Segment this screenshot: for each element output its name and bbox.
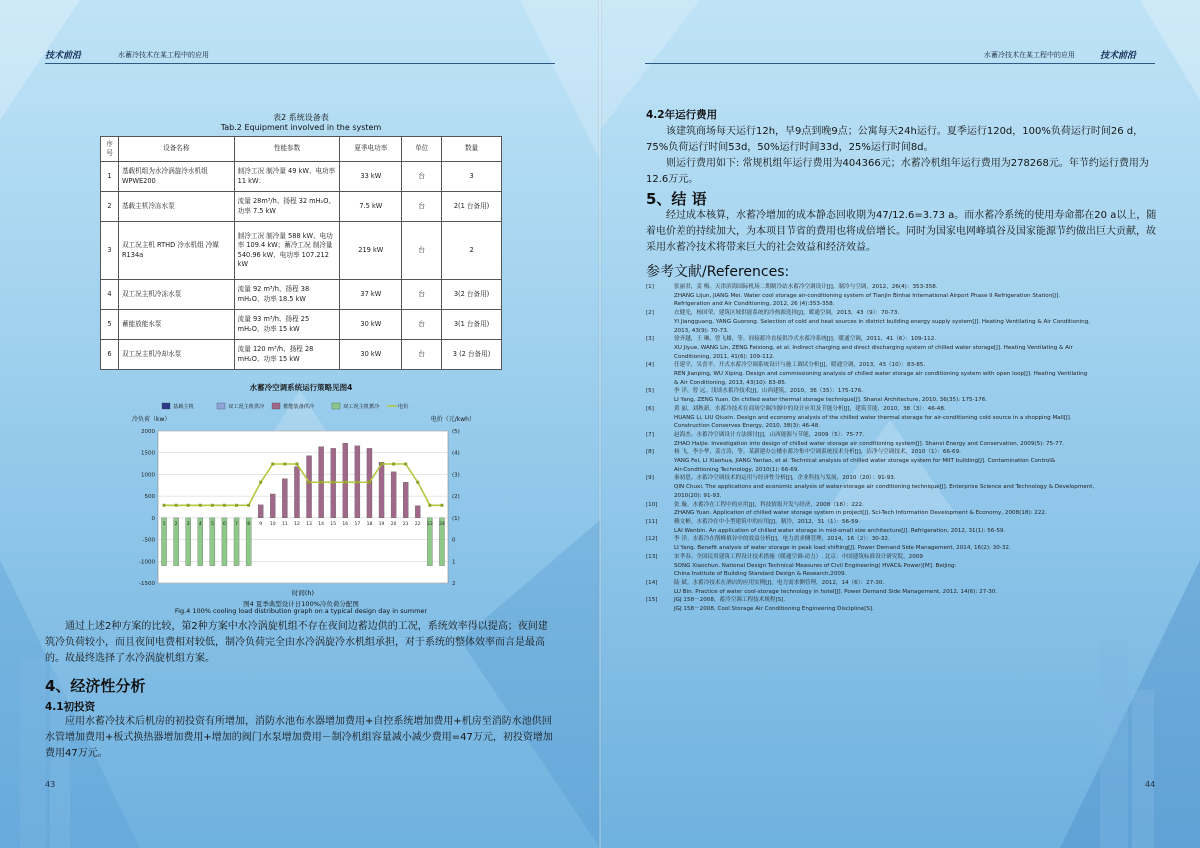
reference-number: [15] [646,597,658,604]
price-marker [211,504,214,507]
y-tick-label: -1000 [139,559,155,566]
reference-line: ZHAO Haijie. Investigation into design of chilled water storage air conditioning system[J]. Shanxi Energy and Conservation, 2009(5): 75-77. [674,440,1065,447]
table-row [101,280,502,310]
table-header: 序号 [101,137,119,162]
price-marker [404,463,407,466]
reference-line: Refrigeration and Air Conditioning, 2012, 26 (4):353-358. [674,301,835,308]
reference-line: Air-Conditioning Technology, 2010(1): 66-69. [674,466,800,473]
legend-label: 蓄能装备供冷 [283,404,315,410]
table-cell: 30 kW [340,310,402,340]
running-title: 水蓄冷技术在某工程中的应用 [984,51,1075,59]
table-header: 设备名称 [118,137,234,162]
x-axis-label: 时间(h) [291,589,315,597]
reference-item [646,579,1161,596]
x-tick-label: 10 [269,521,276,527]
x-tick-label: 21 [402,521,409,527]
price-marker [428,504,431,507]
y2-tick-label: (2) [452,494,460,501]
reference-line: 赖文彬。水蓄冷在中小型建筑中的应用[J]，制冷，2012，31（1）：56-59. [674,518,861,525]
reference-number: [3] [646,336,654,343]
reference-line: HUANG Li, LIU Qiuxin. Design and economy analysis of the chilled water thermal storage for air-conditioning cold source in a shopping Mall[J]. [674,414,1072,421]
x-tick-label: 1 [162,521,166,527]
table-cell: 4 [101,280,119,310]
reference-number: [5] [646,388,654,395]
legend-swatch [162,403,170,409]
table-cell: 流量 93 m³/h、扬程 25 mH₂O、功率 15 kW [234,310,340,340]
x-tick-label: 19 [378,521,385,527]
table-cell: 2(1 台备用) [442,192,502,222]
reference-line: 衣健光，杨国荣。建筑区域供能系统的冷热源选择[J]，暖通空调，2013，43（9）：70-73. [674,310,900,317]
table-cell: 台 [402,222,442,280]
bar [391,472,396,518]
reference-line: LI Yang. Benefit analysis of water storage in peak load shifting[J]. Power Demand Side Management, 2014, 16(2): 30-32. [674,545,1011,552]
table-cell: 33 kW [340,162,402,192]
table-row [101,162,502,192]
reference-number: [4] [646,362,654,369]
table-cell: 基载机组为水冷涡旋冷水机组 WPWE200 [118,162,234,192]
table-header: 数量 [442,137,502,162]
reference-line: China Institute of Building Standard Design & Research,2009. [674,571,847,578]
y2-tick-label: 2 [452,581,456,587]
x-tick-label: 14 [318,521,324,527]
legend-label: 双工况主机蓄冷 [343,404,380,410]
table-cell: 7.5 kW [340,192,402,222]
table-cell: 制冷工况 制冷量 49 kW、电功率 11 kW： [234,162,340,192]
journal-logo: 技术前沿 [45,51,82,61]
reference-line: LU Bin. Practice of water cool-storage technology in hotel[J]. Power Demand Side Management, 2012, 14(6): 27-30. [674,588,998,595]
y2-tick-label: (3) [452,472,460,479]
section-4-2-title: 4.2年运行费用 [646,109,718,121]
reference-item [646,283,1161,309]
y2-tick-label: 1 [452,559,456,566]
price-marker [199,504,202,507]
table-cell: 6 [101,340,119,370]
table-cell: 流量 120 m³/h、扬程 28 mH₂O、功率 15 kW [234,340,340,370]
table-caption-cn: 表2 系统设备表 [273,113,329,122]
reference-line: 黄 丽，刘秋新。水蓄冷技术在商场空调冷源中的设计应用及节能分析[J]，建筑节能，2010，38（3）：46-48. [674,405,946,412]
table-cell: 台 [402,280,442,310]
reference-number: [6] [646,405,654,412]
price-marker [271,463,274,466]
reference-line: 2010(20): 91-93. [674,492,722,499]
reference-line: 李 洋，曾 远。浅谈水蓄冷技术[J]，山西建筑，2010，36（35）：175-176. [674,388,864,395]
price-marker [259,481,262,484]
table-cell: 3 (2 台备用) [442,340,502,370]
reference-number: [1] [646,284,654,290]
x-tick-label: 22 [414,521,421,527]
reference-number: [8] [646,449,654,456]
price-marker [247,504,250,507]
x-tick-label: 23 [427,521,433,527]
reference-line: SONG Xiaochun. National Design Technical Measures of Civil Engineering( HVAC& Power)[M]. Beijing: [674,562,957,569]
figure-caption-en: Fig.4 100% cooling load distribution graph on a typical design day in summer [174,607,428,615]
legend-label: 电价 [398,404,409,410]
table-cell: 5 [101,310,119,340]
paragraph-operation-time: 该建筑商场每天运行12h，早9点到晚9点；公寓每天24h运行。夏季运行120d，100%负荷运行时间26 d，75%负荷运行时间53d，50%运行时间33d，25%运行时间8d。 [646,126,1144,153]
reference-line: XU Jiyue, WANG Lin, ZENG Feixiong, et al. Indirect charging and direct discharging system of chilled water storage[J]. Heating Ventilating & Air [674,344,1073,351]
table-cell: 蓄能放能水泵 [118,310,234,340]
price-marker [283,463,286,466]
bar [307,456,312,518]
section-4-title: 4、经济性分析 [45,677,146,695]
x-tick-label: 20 [390,521,397,527]
y2-tick-label: 0 [452,537,456,544]
reference-line: LAI Wenbin. An application of chilled water storage in mid-small size architecture[J]. Refrigeration, 2012, 31(1): 56-59. [674,527,1006,534]
reference-list [646,283,1161,614]
table-cell: 双工况主机冷却水泵 [118,340,234,370]
price-marker [187,504,190,507]
y-tick-label: 1500 [141,450,155,457]
reference-item [646,474,1161,500]
bar [343,443,348,518]
journal-logo: 技术前沿 [1100,51,1137,61]
reference-line: & Air Conditioning, 2013, 43(10): 83-85. [674,379,787,386]
x-tick-label: 2 [174,521,178,527]
table-header-row [101,137,502,162]
table-cell: 3(2 台备用) [442,280,502,310]
references-title: 参考文献/References: [646,264,790,280]
bar [415,506,420,518]
reference-line: ZHANG Lijun, JIANG Mei. Water cool storage air-conditioning system of Tianjin Binhai International Airport Phase II Refrigeration Station[J]. [674,292,1061,299]
price-marker [416,481,419,484]
x-tick-label: 18 [366,521,373,527]
y-tick-label: 500 [144,494,155,501]
reference-number: [10] [646,501,658,508]
price-marker [320,481,323,484]
table-cell: 制冷工况 制冷量 588 kW、电功率 109.4 kW；蓄冷工况 制冷量 540.96 kW、电功率 107.212 kW [234,222,340,280]
price-marker [332,481,335,484]
reference-line: 陆 斌。水蓄冷技术在酒店的应用实例[J]，电力需求侧管理，2012，14（6）：27-30. [674,579,885,586]
x-tick-label: 9 [259,521,263,527]
price-marker [175,504,178,507]
reference-line: Conditioning, 2011, 41(6): 109-112. [674,353,775,360]
reference-line: ZHANG Yuan. Application of chilled water storage system in project[J]. Sci-Tech Information Development & Economy, 2008(18): 222. [674,510,1047,517]
legend-swatch [272,403,280,409]
price-marker [163,504,166,507]
legend-swatch [332,403,340,409]
table-cell: 基载主机冷冻水泵 [118,192,234,222]
chart-title: 水蓄冷空调系统运行策略见图4 [249,383,353,392]
table-cell: 2 [101,192,119,222]
reference-item [646,448,1161,474]
reference-number: [13] [646,553,658,560]
table-cell: 219 kW [340,222,402,280]
y2-tick-label: (1) [452,515,460,522]
x-tick-label: 24 [439,521,445,527]
price-marker [392,463,395,466]
reference-line: JGJ 158－2008, Cool Storage Air Conditioning Engineering Discipline[S]. [674,606,874,613]
table-cell: 37 kW [340,280,402,310]
table-cell: 台 [402,162,442,192]
reference-item [646,387,1161,404]
table-header: 性能参数 [234,137,340,162]
table-header: 夏季电功率 [340,137,402,162]
legend-swatch [217,403,225,409]
reference-line: REN Jianping, WU Xiping. Design and commissioning analysis of chilled water storage air conditioning system with open loop[J]. Heating Ventilating [674,371,1088,378]
paragraph-conclusion: 经过成本核算，水蓄冷增加的成本静态回收期为47/12.6=3.73 a。而水蓄冷系统的使用寿命都在20 a以上，随着电价差的持续加大，为本项目节省的费用也将成倍增长。同时为国家电网峰填谷及国家能源节约做出巨大贡献，故采用水蓄冷技术将带来巨大的社会效益和经济效益。 [646,210,1157,253]
y-tick-label: -1500 [139,581,155,587]
price-marker [356,481,359,484]
reference-line: YANG Fei, LI Xiaohua, JIANG Yantao, et al. Technical analysis of chilled water storage system for MIIT building[J]. Contamination Control& [674,458,1056,465]
section-4-1-title: 4.1初投资 [45,701,96,713]
reference-item [646,501,1161,518]
header-rule [45,63,555,64]
table-cell: 台 [402,310,442,340]
reference-number: [2] [646,310,654,317]
x-tick-label: 15 [330,521,337,527]
y2-tick-label: (5) [452,429,460,435]
table-caption-en: Tab.2 Equipment involved in the system [220,123,382,132]
paragraph-comparison: 通过上述2种方案的比较，第2种方案中水冷涡旋机组不存在夜间边蓄边供的工况，系统效率得以提高；夜间建筑冷负荷较小，而且夜间电费相对较低，制冷负荷完全由水冷涡旋冷水机组承担，对于系统的整体效率而言是最高的。故最终选择了水冷涡旋机组方案。 [45,621,548,664]
y-tick-label: -500 [142,537,155,544]
x-tick-label: 13 [306,521,312,527]
reference-item [646,553,1161,579]
y-tick-label: 2000 [141,429,155,435]
bar [403,482,408,518]
bar [379,462,384,518]
reference-item [646,405,1161,431]
reference-number: [12] [646,536,658,543]
reference-line: QIN Chuxi. The applications and economic analysis of water-storage air conditioning technique[J]. Enterprise Science and Technology & Development, [674,484,1095,491]
y-axis-label: 冷负荷（kw） [132,416,171,423]
legend-label: 基载主机 [173,404,194,410]
table-cell: 台 [402,340,442,370]
x-tick-label: 5 [210,521,214,527]
table-cell: 30 kW [340,340,402,370]
figure-caption-cn: 图4 夏季典型设计日100%冷负荷分配图 [243,600,359,608]
bar [282,479,287,518]
reference-number: [11] [646,518,658,525]
table-row [101,222,502,280]
price-marker [380,463,383,466]
reference-number: [9] [646,475,654,482]
table-row [101,340,502,370]
reference-line: 李 洋。水蓄冷在削峰填谷中的效益分析[J]，电力需求侧管理，2014，16（2）：30-32. [674,536,890,543]
price-marker [308,481,311,484]
paragraph-operation-cost: 则运行费用如下: 常规机组年运行费用为404366元；水蓄冷机组年运行费用为278268元。年节约运行费用为12.6万元。 [646,158,1149,185]
reference-item [646,361,1161,387]
table-cell: 双工况主机冷冻水泵 [118,280,234,310]
x-tick-label: 12 [294,521,300,527]
reference-line: 张丽君，姜 梅。天津滨海国际机场二期制冷站水蓄冷空调设计[J]，制冷与空调，2012，26(4)：353-358. [674,284,938,290]
reference-line: 杨 飞，李小华，姜言涛，等。某新建办公楼水蓄冷集中空调系统技术分析[J]，洁净与空调技术，2010（1）：66-69. [674,449,961,456]
reference-item [646,431,1161,448]
table-cell: 流量 92 m³/h、扬程 38 mH₂O、功率 18.5 kW [234,280,340,310]
table-cell: 1 [101,162,119,192]
y-tick-label: 1000 [141,472,155,479]
reference-line: 秦初思。水蓄冷空调技术的运用与经济性分析[J]，企业科技与发展，2010（20）：91-93. [674,475,896,482]
price-marker [368,481,371,484]
price-marker [295,463,298,466]
table-cell: 3 [101,222,119,280]
table-cell: 双工况主机 RTHD 冷水机组 冷媒 R134a [118,222,234,280]
x-tick-label: 17 [354,521,361,527]
y2-axis-label: 电价（元/kwh） [430,416,475,423]
page-number-left: 43 [45,780,56,789]
header-rule [645,63,1155,64]
page-number-right: 44 [1145,780,1156,789]
reference-line: 张 璇。水蓄冷在工程中的应用[J]，科技情报开发与经济，2008（18）：222. [674,501,864,508]
reference-number: [7] [646,431,654,438]
bar [258,505,263,518]
price-marker [344,481,347,484]
price-marker [235,504,238,507]
table-cell: 3(1 台备用) [442,310,502,340]
reference-item [646,596,1161,613]
reference-item [646,309,1161,335]
table-cell: 3 [442,162,502,192]
x-tick-label: 16 [342,521,349,527]
reference-line: YI Jiangguang, YANG Guorong. Selection of cold and heat sources in district building energy supply system[J]. Heating Ventilating & Air Conditioning, [674,318,1091,325]
equipment-table [100,136,502,370]
x-tick-label: 4 [198,521,202,527]
reference-line: 宋孝春。全国民用建筑工程设计技术措施（暖通空调·动力）. 北京：中国建筑标准设计研究院，2009 [674,553,923,560]
reference-line: 任建平，吴喜平。开式水蓄冷空调系统设计与施工调试分析[J]，暖通空调，2013，43（10）：83-85. [674,362,926,369]
reference-line: 2013, 43(9): 70-73. [674,327,729,334]
running-title: 水蓄冷技术在某工程中的应用 [118,51,209,59]
table-header: 单位 [402,137,442,162]
reference-item [646,335,1161,361]
reference-item [646,518,1161,535]
reference-line: Construction Conserves Energy, 2010, 38(3): 46-48. [674,423,821,430]
bar [270,494,275,518]
x-tick-label: 6 [223,521,226,527]
reference-line: 徐齐越，王 琳，曾飞雄，等。间接蓄冷直接供冷式水蓄冷系统[J]，暖通空调，2011，41（6）：109-112. [674,336,937,343]
table-cell: 流量 28m³/h、扬程 32 mH₂O、功率 7.5 kW [234,192,340,222]
reference-item [646,535,1161,552]
x-tick-label: 3 [186,521,190,527]
paragraph-initial-investment: 应用水蓄冷技术后机房的初投资有所增加，消防水池布水器增加费用+自控系统增加费用+机房至消防水池供回水管增加费用+板式换热器增加费用+增加的阀门水泵增加费用－制冷机组容量减小减少费用=47万元，初投资增加费用47万元。 [45,716,553,759]
table-cell: 台 [402,192,442,222]
table-cell: 2 [442,222,502,280]
price-marker [440,504,443,507]
legend-label: 双工况主机供冷 [228,404,265,410]
y2-tick-label: (4) [452,450,460,457]
x-tick-label: 11 [282,521,288,527]
reference-number: [14] [646,579,658,586]
reference-line: LI Yang, ZENG Yuan. On chilled water thermal storage technique[J]. Shanxi Architecture, 2010, 36(35): 175-176. [674,397,988,404]
table-row [101,192,502,222]
price-marker [223,504,226,507]
cooling-load-chart [130,395,475,600]
reference-line: JGJ 158－2008，蓄冷空调工程技术规程[S]. [674,597,786,604]
y-tick-label: 0 [151,515,155,522]
bar [294,467,299,518]
x-tick-label: 7 [235,521,238,527]
reference-line: 赵海杰。水蓄冷空调设计方法探讨[J]，山西能源与节能，2009（5）：75-77. [674,431,865,438]
table-row [101,310,502,340]
section-5-title: 5、结 语 [646,190,707,208]
x-tick-label: 8 [247,521,251,527]
